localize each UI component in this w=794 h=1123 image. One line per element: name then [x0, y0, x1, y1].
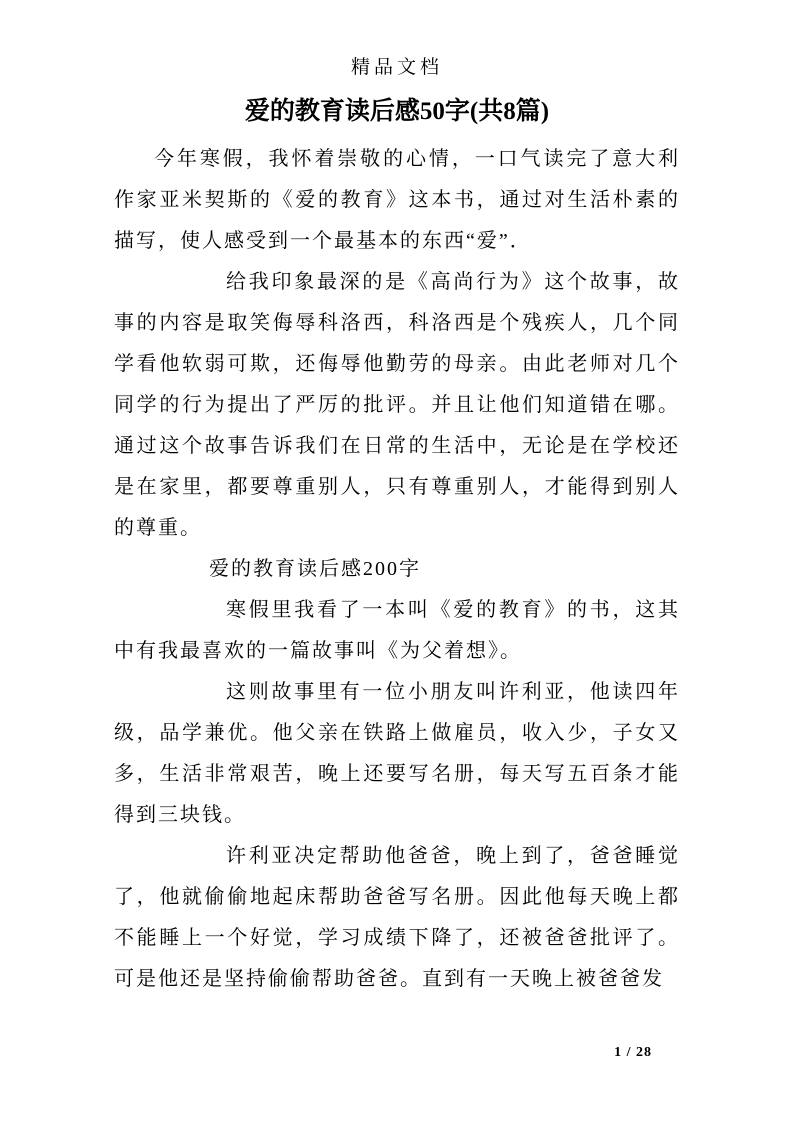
paragraph-3: 寒假里我看了一本叫《爱的教育》的书，这其中有我最喜欢的一篇故事叫《为父着想》。: [114, 599, 680, 662]
document-header: 精品文档: [350, 57, 443, 78]
paragraph-5: 许利亚决定帮助他爸爸，晚上到了，爸爸睡觉了，他就偷偷地起床帮助爸爸写名册。因此他每天晚上都不能睡上一个好觉，学习成绩下降了，还被爸爸批评了。可是他还是坚持偷偷帮助爸爸。直到有一天晚上被爸爸发: [114, 845, 680, 990]
section-subheading: 爱的教育读后感200字: [209, 558, 421, 580]
paragraph-1: 今年寒假，我怀着崇敬的心情，一口气读完了意大利作家亚米契斯的《爱的教育》这本书，通过对生活朴素的描写，使人感受到一个最基本的东西“爱”．: [114, 148, 680, 252]
page-number: 1 / 28: [614, 1045, 652, 1060]
document-title: 爱的教育读后感50字(共8篇): [244, 98, 550, 125]
document-body: [114, 139, 680, 1000]
paragraph-4: 这则故事里有一位小朋友叫许利亚，他读四年级，品学兼优。他父亲在铁路上做雇员，收入少，子女又多，生活非常艰苦，晚上还要写名册，每天写五百条才能得到三块钱。: [114, 681, 680, 826]
paragraph-2: 给我印象最深的是《高尚行为》这个故事，故事的内容是取笑侮辱科洛西，科洛西是个残疾人，几个同学看他软弱可欺，还侮辱他勤劳的母亲。由此老师对几个同学的行为提出了严厉的批评。并且让他们知道错在哪。通过这个故事告诉我们在日常的生活中，无论是在学校还是在家里，都要尊重别人，只有尊重别人，才能得到别人的尊重。: [114, 271, 680, 539]
